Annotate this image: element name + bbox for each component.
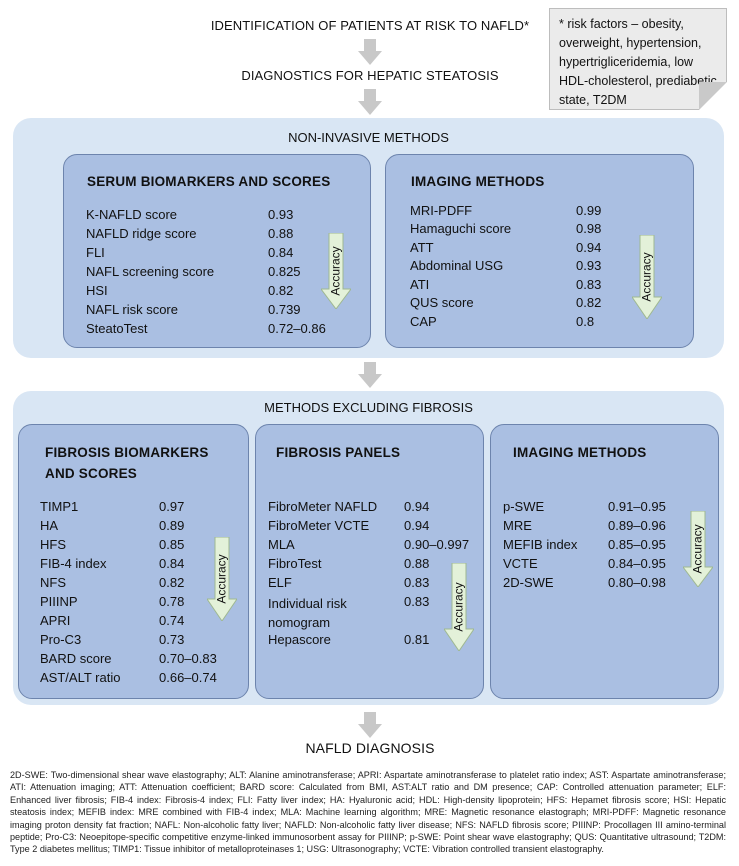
- down-arrow-1: [358, 39, 382, 65]
- serum-item-name: NAFLD ridge score: [86, 226, 197, 241]
- accuracy-arrow: [321, 233, 351, 309]
- imaging-item-value: 0.93: [576, 258, 602, 273]
- serum-item-value: 0.739: [268, 302, 301, 317]
- fibrosis-biomarker-name: PIIINP: [40, 594, 78, 609]
- imaging-methods-box: [385, 154, 694, 348]
- accuracy-arrow: [632, 235, 662, 319]
- risk-factors-note: [549, 8, 727, 110]
- serum-item-value: 0.84: [268, 245, 294, 260]
- fibrosis-imaging-name: MRE: [503, 518, 532, 533]
- fibrosis-biomarker-value: 0.73: [159, 632, 185, 647]
- fibrosis-imaging-value: 0.91–0.95: [608, 499, 666, 514]
- imaging-item-name: Hamaguchi score: [410, 221, 512, 236]
- fibrosis-biomarker-value: 0.84: [159, 556, 185, 571]
- accuracy-arrow: [683, 511, 713, 587]
- fibrosis-imaging-value: 0.80–0.98: [608, 575, 666, 590]
- serum-item-name: NAFL risk score: [86, 302, 178, 317]
- fibrosis-imaging-title: IMAGING METHODS: [513, 445, 647, 460]
- fibrosis-panel-value: 0.83: [404, 575, 430, 590]
- fibrosis-biomarker-value: 0.89: [159, 518, 185, 533]
- imaging-methods-title: IMAGING METHODS: [411, 174, 545, 189]
- imaging-item-value: 0.83: [576, 277, 602, 292]
- accuracy-arrow: [444, 563, 474, 651]
- serum-biomarkers-box: [63, 154, 371, 348]
- fibrosis-biomarker-name: NFS: [40, 575, 66, 590]
- non-invasive-methods-title: NON-INVASIVE METHODS: [288, 130, 449, 145]
- imaging-item-value: 0.98: [576, 221, 602, 236]
- fibrosis-panel-value: 0.94: [404, 518, 430, 533]
- serum-item-name: NAFL screening score: [86, 264, 215, 279]
- fibrosis-biomarker-value: 0.74: [159, 613, 185, 628]
- fibrosis-imaging-name: MEFIB index: [503, 537, 578, 552]
- fibrosis-panel-name: FibroMeter VCTE: [268, 518, 370, 533]
- imaging-item-name: MRI-PDFF: [410, 203, 473, 218]
- fibrosis-panels-box: [255, 424, 484, 699]
- fibrosis-panel-value: 0.94: [404, 499, 430, 514]
- fibrosis-biomarker-name: BARD score: [40, 651, 112, 666]
- fibrosis-biomarker-value: 0.97: [159, 499, 185, 514]
- fibrosis-biomarkers-title: [45, 442, 209, 484]
- fibrosis-imaging-value: 0.85–0.95: [608, 537, 666, 552]
- imaging-item-name: QUS score: [410, 295, 474, 310]
- fibrosis-biomarker-name: Pro-C3: [40, 632, 82, 647]
- imaging-item-name: ATI: [410, 277, 430, 292]
- fibrosis-panel-name: Individual risk nomogram: [268, 596, 347, 630]
- accuracy-label: Accuracy: [329, 246, 344, 296]
- fibrosis-biomarker-value: 0.78: [159, 594, 185, 609]
- fibrosis-panel-value: 0.81: [404, 632, 430, 647]
- serum-item-name: K-NAFLD score: [86, 207, 178, 222]
- accuracy-label: Accuracy: [452, 582, 467, 632]
- fibrosis-biomarker-value: 0.66–0.74: [159, 670, 217, 685]
- imaging-item-name: CAP: [410, 314, 437, 329]
- fibrosis-imaging-value: 0.89–0.96: [608, 518, 666, 533]
- fibrosis-panel-value: 0.83: [404, 594, 430, 609]
- fibrosis-imaging-name: p-SWE: [503, 499, 545, 514]
- serum-item-value: 0.93: [268, 207, 294, 222]
- serum-item-name: SteatoTest: [86, 321, 148, 336]
- down-arrow-4: [358, 712, 382, 738]
- down-arrow-3: [358, 362, 382, 388]
- fibrosis-biomarker-name: APRI: [40, 613, 71, 628]
- abbreviations-footnote: 2D-SWE: Two-dimensional shear wave elastography; ALT: Alanine aminotransferase; APRI: Aspartate aminotransferase to platelet ratio index; AST: Aspartate aminotransferase; ATI: Attenuation imaging; ATT: Attenuation coefficient; BARD score: Calculated from BMI, AST:ALT ratio and DM presence; CAP: Controlled attenuation parameter; ELF: Enhanced liver fibrosis; FIB-4 index: Fibrosis-4 index; FLI: Fatty liver index; HA: Hyaluronic acid; HDL: High-density lipoprotein; HFS: Hepamet fibrosis score; HSI: Hepatic steatosis index; MEFIB index: MRE combined with FIB-4 index; MLA: Machine learning algorithm; MRE: Magnetic resonance elastograph; MRI-PDFF: Magnetic resonance imaging proton density fat fraction; NAFL: Non-alcoholic fatty liver; NAFLD: Non-alcoholic fatty liver disease; NFS: NAFLD fibrosis score; PIIINP: Procollagen III amino-terminal peptide; Pro-C3: Neoepitope-specific competitive enzyme-linked immunosorbent assay for PIIINP; p-SWE: Point shear wave elastography; QUS: Quantitative ultrasound; T2DM: Type 2 diabetes mellitus; TIMP1: Tissue inhibitor of metalloproteinases 1; USG: Ultrasonography; VCTE: Vibration controlled transient elastography.: [10, 770, 726, 855]
- down-arrow-2: [358, 89, 382, 115]
- fibrosis-biomarker-value: 0.70–0.83: [159, 651, 217, 666]
- serum-item-value: 0.825: [268, 264, 301, 279]
- nafld-diagnosis: NAFLD DIAGNOSIS: [305, 740, 435, 756]
- fibrosis-biomarkers-title-line1: FIBROSIS BIOMARKERS: [45, 445, 209, 460]
- accuracy-arrow: [207, 537, 237, 621]
- fibrosis-imaging-name: 2D-SWE: [503, 575, 554, 590]
- fibrosis-biomarker-name: TIMP1: [40, 499, 79, 514]
- fibrosis-imaging-name: VCTE: [503, 556, 538, 571]
- fibrosis-biomarkers-title-line2: AND SCORES: [45, 466, 138, 481]
- fibrosis-panel-name: MLA: [268, 537, 295, 552]
- fibrosis-panel-name: FibroMeter NAFLD: [268, 499, 378, 514]
- fibrosis-panel-name: Hepascore: [268, 632, 331, 647]
- fibrosis-imaging-value: 0.84–0.95: [608, 556, 666, 571]
- fibrosis-biomarker-name: FIB-4 index: [40, 556, 107, 571]
- imaging-item-value: 0.82: [576, 295, 602, 310]
- serum-item-name: HSI: [86, 283, 108, 298]
- fibrosis-biomarker-value: 0.82: [159, 575, 185, 590]
- fibrosis-biomarker-name: HA: [40, 518, 59, 533]
- step-identification: IDENTIFICATION OF PATIENTS AT RISK TO NAFLD*: [210, 18, 530, 33]
- imaging-item-value: 0.94: [576, 240, 602, 255]
- accuracy-label: Accuracy: [215, 554, 230, 604]
- serum-item-value: 0.88: [268, 226, 294, 241]
- imaging-item-value: 0.8: [576, 314, 595, 329]
- fibrosis-panel-value: 0.88: [404, 556, 430, 571]
- risk-factors-text: * risk factors – obesity, overweight, hypertension, hypertrigliceridemia, low HDL-cholesterol, prediabetic state, T2DM: [559, 17, 717, 107]
- fibrosis-panel-name: FibroTest: [268, 556, 322, 571]
- step-diagnostics-steatosis: DIAGNOSTICS FOR HEPATIC STEATOSIS: [241, 68, 499, 83]
- imaging-item-value: 0.99: [576, 203, 602, 218]
- serum-item-value: 0.82: [268, 283, 294, 298]
- imaging-item-name: ATT: [410, 240, 434, 255]
- fibrosis-imaging-box: [490, 424, 719, 699]
- fibrosis-panel-value: 0.90–0.997: [404, 537, 470, 552]
- fibrosis-biomarker-name: AST/ALT ratio: [40, 670, 121, 685]
- fibrosis-panel-name: ELF: [268, 575, 292, 590]
- serum-item-value: 0.72–0.86: [268, 321, 326, 336]
- accuracy-label: Accuracy: [640, 252, 655, 302]
- serum-item-name: FLI: [86, 245, 105, 260]
- page-curl-decoration: [699, 82, 727, 110]
- fibrosis-biomarkers-box: [18, 424, 249, 699]
- fibrosis-panels-title: FIBROSIS PANELS: [276, 445, 401, 460]
- serum-biomarkers-title: SERUM BIOMARKERS AND SCORES: [87, 174, 331, 189]
- fibrosis-biomarker-value: 0.85: [159, 537, 185, 552]
- imaging-item-name: Abdominal USG: [410, 258, 504, 273]
- fibrosis-biomarker-name: HFS: [40, 537, 66, 552]
- accuracy-label: Accuracy: [691, 524, 706, 574]
- methods-excluding-fibrosis-title: METHODS EXCLUDING FIBROSIS: [264, 400, 473, 415]
